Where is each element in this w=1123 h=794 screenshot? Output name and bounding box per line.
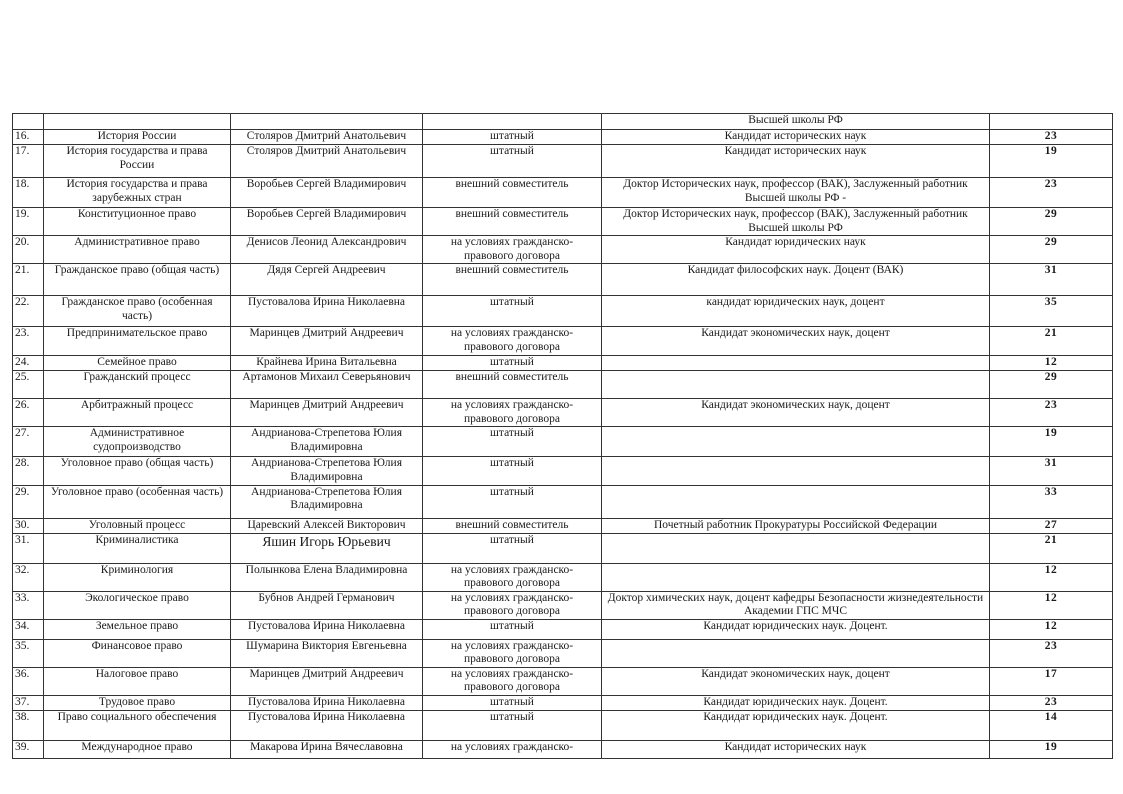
subject-cell: Уголовный процесс	[44, 518, 231, 533]
employment-cell: штатный	[423, 711, 602, 741]
table-row	[13, 236, 1113, 264]
qualification-cell: Доктор Исторических наук, профессор (ВАК), Заслуженный работник Высшей школы РФ -	[602, 178, 990, 208]
row-number-cell: 28.	[13, 457, 44, 485]
table-row	[13, 533, 1113, 563]
hours-cell: 29	[990, 208, 1113, 236]
table-row	[13, 327, 1113, 356]
row-number-cell: 39.	[13, 741, 44, 759]
row-number-cell: 20.	[13, 236, 44, 264]
teacher-cell: Пустовалова Ирина Николаевна	[231, 619, 423, 639]
employment-cell: штатный	[423, 533, 602, 563]
table-row	[13, 399, 1113, 427]
subject-cell: Административное судопроизводство	[44, 427, 231, 457]
hours-cell: 14	[990, 711, 1113, 741]
subject-cell: Финансовое право	[44, 639, 231, 667]
teacher-cell: Пустовалова Ирина Николаевна	[231, 296, 423, 327]
qualification-cell: Кандидат экономических наук, доцент	[602, 399, 990, 427]
row-number-cell: 35.	[13, 639, 44, 667]
faculty-table-body	[13, 114, 1113, 759]
table-row	[13, 563, 1113, 591]
qualification-cell: Кандидат юридических наук. Доцент.	[602, 619, 990, 639]
subject-cell: Уголовное право (общая часть)	[44, 457, 231, 485]
qualification-cell	[602, 356, 990, 371]
row-number-cell: 23.	[13, 327, 44, 356]
employment-cell	[423, 114, 602, 130]
subject-cell: Криминалистика	[44, 533, 231, 563]
hours-cell: 19	[990, 427, 1113, 457]
row-number-cell: 26.	[13, 399, 44, 427]
qualification-cell: Кандидат исторических наук	[602, 741, 990, 759]
hours-cell: 23	[990, 639, 1113, 667]
subject-cell: Трудовое право	[44, 696, 231, 711]
qualification-cell: Кандидат юридических наук. Доцент.	[602, 711, 990, 741]
teacher-cell: Воробьев Сергей Владимирович	[231, 208, 423, 236]
qualification-cell: Кандидат исторических наук	[602, 145, 990, 178]
hours-cell: 23	[990, 178, 1113, 208]
hours-cell: 21	[990, 533, 1113, 563]
table-row	[13, 264, 1113, 296]
table-row	[13, 356, 1113, 371]
teacher-cell	[231, 114, 423, 130]
hours-cell: 19	[990, 145, 1113, 178]
employment-cell: на условиях гражданско-правового договора	[423, 591, 602, 619]
employment-cell: внешний совместитель	[423, 178, 602, 208]
employment-cell: штатный	[423, 130, 602, 145]
teacher-cell: Крайнева Ирина Витальевна	[231, 356, 423, 371]
hours-cell: 23	[990, 130, 1113, 145]
subject-cell: Предпринимательское право	[44, 327, 231, 356]
teacher-cell: Пустовалова Ирина Николаевна	[231, 711, 423, 741]
table-row	[13, 296, 1113, 327]
teacher-cell: Маринцев Дмитрий Андреевич	[231, 327, 423, 356]
qualification-cell	[602, 563, 990, 591]
qualification-cell: кандидат юридических наук, доцент	[602, 296, 990, 327]
employment-cell: на условиях гражданско-правового договора	[423, 639, 602, 667]
subject-cell	[44, 114, 231, 130]
teacher-cell: Маринцев Дмитрий Андреевич	[231, 667, 423, 695]
employment-cell: на условиях гражданско-	[423, 741, 602, 759]
table-row	[13, 591, 1113, 619]
row-number-cell: 31.	[13, 533, 44, 563]
teacher-cell: Маринцев Дмитрий Андреевич	[231, 399, 423, 427]
subject-cell: Право социального обеспечения	[44, 711, 231, 741]
hours-cell: 19	[990, 741, 1113, 759]
teacher-cell: Денисов Леонид Александрович	[231, 236, 423, 264]
employment-cell: внешний совместитель	[423, 208, 602, 236]
row-number-cell: 18.	[13, 178, 44, 208]
row-number-cell: 22.	[13, 296, 44, 327]
row-number-cell: 34.	[13, 619, 44, 639]
subject-cell: Семейное право	[44, 356, 231, 371]
subject-cell: Арбитражный процесс	[44, 399, 231, 427]
table-row	[13, 178, 1113, 208]
table-row	[13, 145, 1113, 178]
qualification-cell: Доктор Исторических наук, профессор (ВАК), Заслуженный работник Высшей школы РФ	[602, 208, 990, 236]
subject-cell: Международное право	[44, 741, 231, 759]
subject-cell: Экологическое право	[44, 591, 231, 619]
hours-cell: 27	[990, 518, 1113, 533]
row-number-cell: 19.	[13, 208, 44, 236]
employment-cell: штатный	[423, 485, 602, 518]
teacher-cell: Полынкова Елена Владимировна	[231, 563, 423, 591]
hours-cell: 17	[990, 667, 1113, 695]
employment-cell: на условиях гражданско-правового договора	[423, 327, 602, 356]
employment-cell: штатный	[423, 145, 602, 178]
row-number-cell	[13, 114, 44, 130]
employment-cell: внешний совместитель	[423, 264, 602, 296]
hours-cell: 31	[990, 264, 1113, 296]
employment-cell: на условиях гражданско-правового договора	[423, 563, 602, 591]
teacher-cell: Андрианова-Стрепетова Юлия Владимировна	[231, 485, 423, 518]
table-row	[13, 639, 1113, 667]
subject-cell: История государства и права зарубежных стран	[44, 178, 231, 208]
hours-cell: 33	[990, 485, 1113, 518]
qualification-cell: Кандидат юридических наук. Доцент.	[602, 696, 990, 711]
teacher-cell: Воробьев Сергей Владимирович	[231, 178, 423, 208]
row-number-cell: 16.	[13, 130, 44, 145]
row-number-cell: 37.	[13, 696, 44, 711]
row-number-cell: 24.	[13, 356, 44, 371]
teacher-cell: Дядя Сергей Андреевич	[231, 264, 423, 296]
row-number-cell: 38.	[13, 711, 44, 741]
hours-cell: 12	[990, 591, 1113, 619]
faculty-table	[12, 113, 1113, 759]
employment-cell: внешний совместитель	[423, 518, 602, 533]
subject-cell: Административное право	[44, 236, 231, 264]
subject-cell: Гражданское право (особенная часть)	[44, 296, 231, 327]
qualification-cell: Кандидат экономических наук, доцент	[602, 667, 990, 695]
row-number-cell: 32.	[13, 563, 44, 591]
table-row	[13, 485, 1113, 518]
employment-cell: на условиях гражданско-правового договора	[423, 236, 602, 264]
qualification-cell: Кандидат юридических наук	[602, 236, 990, 264]
employment-cell: внешний совместитель	[423, 371, 602, 399]
table-row	[13, 457, 1113, 485]
subject-cell: Уголовное право (особенная часть)	[44, 485, 231, 518]
teacher-cell: Яшин Игорь Юрьевич	[231, 533, 423, 563]
row-number-cell: 33.	[13, 591, 44, 619]
hours-cell: 31	[990, 457, 1113, 485]
teacher-cell: Столяров Дмитрий Анатольевич	[231, 145, 423, 178]
hours-cell: 23	[990, 696, 1113, 711]
hours-cell: 29	[990, 371, 1113, 399]
row-number-cell: 36.	[13, 667, 44, 695]
table-row	[13, 427, 1113, 457]
qualification-cell: Кандидат экономических наук, доцент	[602, 327, 990, 356]
hours-cell: 12	[990, 563, 1113, 591]
hours-cell: 29	[990, 236, 1113, 264]
qualification-cell	[602, 371, 990, 399]
row-number-cell: 30.	[13, 518, 44, 533]
teacher-cell: Шумарина Виктория Евгеньевна	[231, 639, 423, 667]
row-number-cell: 25.	[13, 371, 44, 399]
teacher-cell: Столяров Дмитрий Анатольевич	[231, 130, 423, 145]
qualification-cell: Почетный работник Прокуратуры Российской Федерации	[602, 518, 990, 533]
row-number-cell: 29.	[13, 485, 44, 518]
hours-cell: 23	[990, 399, 1113, 427]
table-row	[13, 667, 1113, 695]
qualification-cell: Кандидат философских наук. Доцент (ВАК)	[602, 264, 990, 296]
employment-cell: на условиях гражданско-правового договора	[423, 667, 602, 695]
employment-cell: штатный	[423, 296, 602, 327]
qualification-cell: Доктор химических наук, доцент кафедры Безопасности жизнедеятельности Академии ГПС МЧС	[602, 591, 990, 619]
qualification-cell	[602, 457, 990, 485]
subject-cell: Конституционное право	[44, 208, 231, 236]
teacher-cell: Царевский Алексей Викторович	[231, 518, 423, 533]
table-row	[13, 619, 1113, 639]
subject-cell: Криминология	[44, 563, 231, 591]
qualification-cell	[602, 639, 990, 667]
table-row	[13, 696, 1113, 711]
qualification-cell	[602, 485, 990, 518]
qualification-cell: Кандидат исторических наук	[602, 130, 990, 145]
subject-cell: Земельное право	[44, 619, 231, 639]
row-number-cell: 17.	[13, 145, 44, 178]
teacher-cell: Бубнов Андрей Германович	[231, 591, 423, 619]
teacher-cell: Андрианова-Стрепетова Юлия Владимировна	[231, 457, 423, 485]
subject-cell: Гражданский процесс	[44, 371, 231, 399]
row-number-cell: 21.	[13, 264, 44, 296]
teacher-cell: Макарова Ирина Вячеславовна	[231, 741, 423, 759]
employment-cell: на условиях гражданско-правового договора	[423, 399, 602, 427]
hours-cell: 12	[990, 619, 1113, 639]
qualification-cell	[602, 533, 990, 563]
employment-cell: штатный	[423, 619, 602, 639]
hours-cell: 21	[990, 327, 1113, 356]
table-row	[13, 711, 1113, 741]
teacher-cell: Андрианова-Стрепетова Юлия Владимировна	[231, 427, 423, 457]
qualification-cell	[602, 427, 990, 457]
table-row	[13, 741, 1113, 759]
employment-cell: штатный	[423, 356, 602, 371]
row-number-cell: 27.	[13, 427, 44, 457]
hours-cell: 35	[990, 296, 1113, 327]
teacher-cell: Пустовалова Ирина Николаевна	[231, 696, 423, 711]
table-row	[13, 114, 1113, 130]
table-row	[13, 130, 1113, 145]
teacher-cell: Артамонов Михаил Северьянович	[231, 371, 423, 399]
employment-cell: штатный	[423, 427, 602, 457]
table-row	[13, 518, 1113, 533]
hours-cell: 12	[990, 356, 1113, 371]
subject-cell: История России	[44, 130, 231, 145]
qualification-cell: Высшей школы РФ	[602, 114, 990, 130]
subject-cell: Налоговое право	[44, 667, 231, 695]
table-row	[13, 371, 1113, 399]
hours-cell	[990, 114, 1113, 130]
subject-cell: Гражданское право (общая часть)	[44, 264, 231, 296]
subject-cell: История государства и права России	[44, 145, 231, 178]
employment-cell: штатный	[423, 696, 602, 711]
table-row	[13, 208, 1113, 236]
employment-cell: штатный	[423, 457, 602, 485]
